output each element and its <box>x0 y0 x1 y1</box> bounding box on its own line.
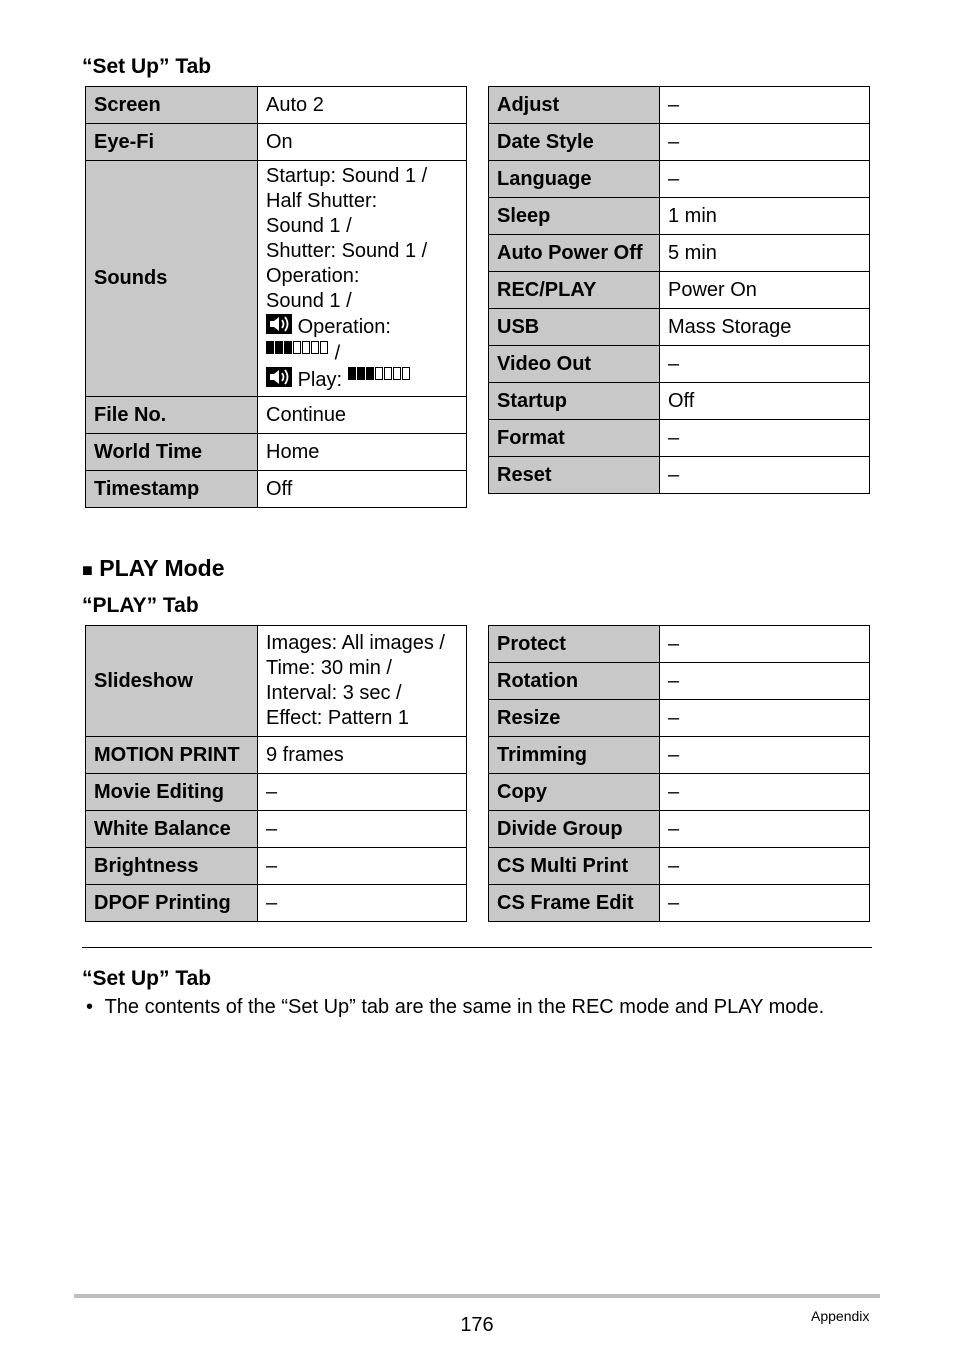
table-row <box>86 124 467 161</box>
setting-value: – <box>660 737 870 774</box>
setting-name: DPOF Printing <box>86 885 258 922</box>
setting-value: – <box>258 885 467 922</box>
table-row <box>489 811 870 848</box>
setting-name: File No. <box>86 397 258 434</box>
speaker-volume-icon <box>266 367 292 394</box>
setup-right-table <box>488 86 870 494</box>
section-divider <box>82 947 872 948</box>
table-row <box>86 626 467 737</box>
table-row <box>86 848 467 885</box>
setting-value: – <box>660 87 870 124</box>
table-row <box>86 811 467 848</box>
setting-value: 1 min <box>660 198 870 235</box>
setting-name: Sleep <box>489 198 660 235</box>
table-row <box>489 700 870 737</box>
setting-value: Mass Storage <box>660 309 870 346</box>
setting-name: Slideshow <box>86 626 258 737</box>
sounds-separator: / <box>334 341 341 364</box>
table-row <box>86 397 467 434</box>
setup-left-table <box>85 86 467 508</box>
note-heading: “Set Up” Tab <box>82 967 212 990</box>
setting-value: – <box>660 848 870 885</box>
setting-name: Adjust <box>489 87 660 124</box>
operation-volume-level <box>266 341 329 367</box>
setting-name: Language <box>489 161 660 198</box>
setting-name: CS Multi Print <box>489 848 660 885</box>
setting-name: Startup <box>489 383 660 420</box>
table-row <box>489 457 870 494</box>
footer-section-label: Appendix <box>811 1308 870 1324</box>
sounds-line <box>266 314 466 341</box>
volume-bar-filled <box>348 367 356 380</box>
volume-bar-filled <box>366 367 374 380</box>
setting-name: Reset <box>489 457 660 494</box>
setting-value: Continue <box>258 397 467 434</box>
volume-bar-empty <box>302 341 310 354</box>
setting-name: Resize <box>489 700 660 737</box>
volume-bar-empty <box>375 367 383 380</box>
table-row <box>489 346 870 383</box>
sounds-line-label: Operation: <box>297 315 391 338</box>
volume-bar-filled <box>284 341 292 354</box>
setting-name: Copy <box>489 774 660 811</box>
table-row <box>86 774 467 811</box>
setting-value: – <box>660 663 870 700</box>
setting-name: White Balance <box>86 811 258 848</box>
table-row <box>489 420 870 457</box>
sounds-line: Sound 1 / <box>266 289 352 312</box>
setting-value: – <box>660 885 870 922</box>
note-text: The contents of the “Set Up” tab are the same in the REC mode and PLAY mode. <box>104 996 825 1018</box>
table-row <box>489 663 870 700</box>
sounds-line: Sound 1 / <box>266 214 352 237</box>
volume-bar-empty <box>311 341 319 354</box>
setting-value: – <box>660 457 870 494</box>
setting-name: Sounds <box>86 161 258 397</box>
setting-name: Timestamp <box>86 471 258 508</box>
setting-name: Date Style <box>489 124 660 161</box>
sounds-line <box>266 367 466 394</box>
table-row <box>489 161 870 198</box>
setting-name: MOTION PRINT <box>86 737 258 774</box>
play-mode-heading <box>82 555 225 583</box>
setting-name: Rotation <box>489 663 660 700</box>
setting-value: Power On <box>660 272 870 309</box>
setting-value: 5 min <box>660 235 870 272</box>
play-mode-title: PLAY Mode <box>99 555 225 581</box>
setting-value: On <box>258 124 467 161</box>
play-right-table <box>488 625 870 922</box>
setting-name: REC/PLAY <box>489 272 660 309</box>
slideshow-line: Interval: 3 sec / <box>266 682 402 704</box>
volume-bar-empty <box>402 367 410 380</box>
setting-name: Screen <box>86 87 258 124</box>
table-row <box>489 774 870 811</box>
setting-value: Off <box>258 471 467 508</box>
setting-value: 9 frames <box>258 737 467 774</box>
setting-name: Video Out <box>489 346 660 383</box>
setup-tab-heading: “Set Up” Tab <box>82 55 212 78</box>
speaker-volume-icon <box>266 314 292 341</box>
setting-value: Auto 2 <box>258 87 467 124</box>
setting-value: – <box>258 848 467 885</box>
table-row <box>489 383 870 420</box>
table-row <box>489 198 870 235</box>
setting-name: Format <box>489 420 660 457</box>
page-number: 176 <box>460 1314 494 1336</box>
volume-bar-filled <box>275 341 283 354</box>
sounds-line-label: Play: <box>297 368 343 391</box>
table-row <box>489 885 870 922</box>
sounds-value <box>258 161 467 397</box>
setting-name: CS Frame Edit <box>489 885 660 922</box>
setting-value: – <box>660 700 870 737</box>
setting-value: – <box>660 346 870 383</box>
sounds-line: Half Shutter: <box>266 189 378 212</box>
table-row <box>489 124 870 161</box>
setting-name: World Time <box>86 434 258 471</box>
table-row <box>86 161 467 397</box>
volume-bar-filled <box>357 367 365 380</box>
sounds-line: Operation: <box>266 264 360 287</box>
setting-name: Auto Power Off <box>489 235 660 272</box>
table-row <box>86 434 467 471</box>
footer-rule <box>74 1294 880 1298</box>
sounds-line <box>266 341 466 367</box>
slideshow-value <box>258 626 467 737</box>
bullet-icon: • <box>86 996 94 1018</box>
table-row <box>86 885 467 922</box>
setting-value: – <box>660 811 870 848</box>
setting-value: – <box>258 774 467 811</box>
table-row <box>489 235 870 272</box>
table-row <box>86 471 467 508</box>
setting-value: – <box>660 161 870 198</box>
setting-value: – <box>660 124 870 161</box>
setting-name: Movie Editing <box>86 774 258 811</box>
slideshow-line: Images: All images / <box>266 632 445 654</box>
sounds-line: Shutter: Sound 1 / <box>266 239 428 262</box>
setting-value: – <box>660 420 870 457</box>
slideshow-line: Effect: Pattern 1 <box>266 707 410 729</box>
square-bullet-icon: ■ <box>82 560 93 580</box>
table-row <box>489 272 870 309</box>
sounds-line: Startup: Sound 1 / <box>266 164 428 187</box>
setting-name: Eye-Fi <box>86 124 258 161</box>
note-item <box>86 995 824 1019</box>
table-row <box>489 737 870 774</box>
volume-bar-empty <box>384 367 392 380</box>
play-volume-level <box>348 367 411 393</box>
table-row <box>86 737 467 774</box>
setting-name: USB <box>489 309 660 346</box>
setting-value: Off <box>660 383 870 420</box>
volume-bar-empty <box>320 341 328 354</box>
setting-name: Divide Group <box>489 811 660 848</box>
volume-bar-empty <box>293 341 301 354</box>
setting-value: Home <box>258 434 467 471</box>
table-row <box>86 87 467 124</box>
play-left-table <box>85 625 467 922</box>
setting-name: Brightness <box>86 848 258 885</box>
setting-value: – <box>660 626 870 663</box>
setting-value: – <box>258 811 467 848</box>
setting-value: – <box>660 774 870 811</box>
play-tab-heading: “PLAY” Tab <box>82 594 199 617</box>
table-row <box>489 626 870 663</box>
setting-name: Trimming <box>489 737 660 774</box>
slideshow-line: Time: 30 min / <box>266 657 392 679</box>
volume-bar-empty <box>393 367 401 380</box>
volume-bar-filled <box>266 341 274 354</box>
table-row <box>489 87 870 124</box>
table-row <box>489 848 870 885</box>
table-row <box>489 309 870 346</box>
setting-name: Protect <box>489 626 660 663</box>
